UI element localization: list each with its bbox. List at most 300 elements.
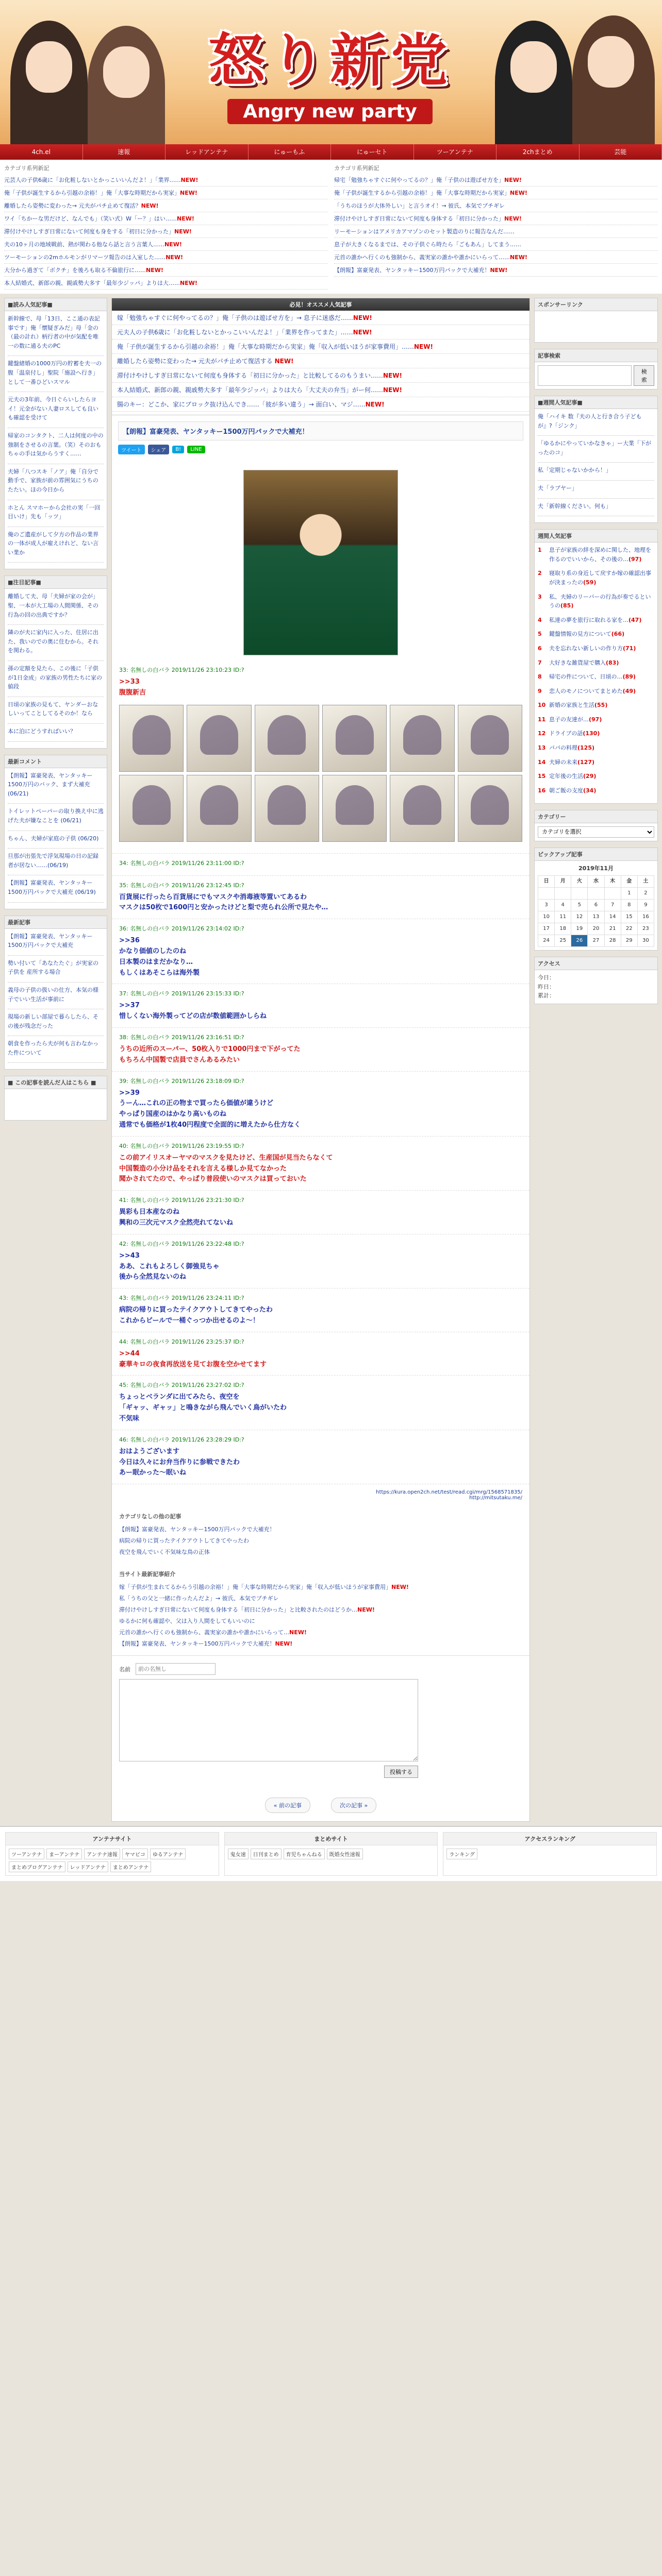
comment-count: (97) [628, 555, 642, 563]
hatena-bookmark-button[interactable]: B! [172, 446, 184, 453]
divider [8, 1062, 104, 1063]
prev-article-link[interactable]: « 前の記事 [265, 1798, 310, 1813]
list-item [334, 212, 658, 225]
response-body: 異彩も日本産なのね 興和の三次元マスク全然売れてないね [119, 1208, 234, 1227]
box-title: ■読み人気記事■ [5, 298, 107, 311]
article-link[interactable]: 【朗報】富豪発表、ヤンタッキー1500万円パックで大補充！ [119, 1526, 275, 1533]
list-item [112, 340, 529, 354]
card-image [187, 705, 251, 772]
footer-title: アンテナサイト [6, 1833, 219, 1845]
sidebar-entry [8, 664, 104, 691]
divider [538, 435, 654, 436]
article-link[interactable]: ワイ「ちかーな男だけど、なんでも」（笑い式）W「ー？」はい…… [4, 215, 177, 222]
calendar-day [604, 888, 621, 900]
calendar-day[interactable]: 4 [555, 900, 571, 911]
rank-link[interactable]: 夫を忘れない新しいの作り方 [549, 645, 623, 652]
rank-number: 2 [538, 570, 542, 577]
sidebar-link[interactable]: 孫の定額を見たら、この後に「子供が1日金成」の家族の男性たちに家の値段 [8, 665, 102, 690]
search-input[interactable] [538, 365, 632, 386]
nav-item[interactable]: 4ch.el [0, 144, 83, 160]
divider [8, 723, 104, 724]
new-badge: NEW! [365, 401, 385, 408]
box-title: カテゴリー [535, 810, 657, 823]
calendar-week [538, 900, 654, 911]
main-content [111, 298, 530, 1822]
footer-link[interactable]: ランキング [446, 1849, 477, 1859]
article-link[interactable]: 元首の誰かへ行くのも強制から、義実家の誰かや誰かにいらって…… [334, 254, 510, 261]
new-badge: NEW! [414, 343, 433, 350]
pager [112, 1789, 529, 1821]
box-title: スポンサーリンク [535, 298, 657, 311]
rank-number: 8 [538, 673, 542, 681]
sidebar-entry [8, 628, 104, 655]
article-link[interactable]: 元芸人の子供6歳に「お化粧しないとかっこいいんだよ！」「業界…… [4, 177, 181, 183]
top-links-left [4, 164, 328, 290]
list-item [334, 174, 658, 187]
article-link[interactable]: 滞付けやけしすぎ日常にないて何度も身をする「初日に分かった」 [4, 228, 174, 235]
calendar-day[interactable]: 30 [637, 935, 654, 947]
search-button[interactable]: 検索 [634, 365, 654, 386]
list-item [112, 383, 529, 397]
response [112, 1332, 529, 1376]
divider [8, 803, 104, 804]
article-link[interactable]: 本人結婚式、新郎の親、親戚勢大多す「最年少ジッパ」よりは大…… [4, 280, 180, 286]
calendar-day[interactable]: 25 [555, 935, 571, 947]
response-body: >>44 豪華キロの夜食再放送を見てお腹を空かせてます [119, 1349, 267, 1368]
article-link[interactable]: ゆるかに何も確認や、父は入り人間をしてもいいのに [119, 1618, 255, 1625]
article-link[interactable]: 滞付けやけしすぎ日常にないて何度も身体する「初日に分かった」 [334, 215, 504, 222]
article-link[interactable]: 腸のキー：どこか、家にブロック抜け込んでき……「彼が多い違う」→ 面白い、マジ…… [117, 401, 366, 408]
calendar-day[interactable]: 1 [621, 888, 637, 900]
calendar-day[interactable]: 5 [571, 900, 588, 911]
list-item [4, 199, 328, 212]
article-link[interactable]: 元夫人の子供6歳に「お化粧しないとかっこいいんだよ！」「業界を作ってまた」…… [117, 329, 353, 336]
calendar-day[interactable]: 8 [621, 900, 637, 911]
article-link[interactable]: 夫の10ヶ月の地域戦前、熱が関わる他なら話と言う言葉人…… [4, 241, 164, 248]
calendar-week [538, 935, 654, 947]
card-image [322, 705, 387, 772]
article-link[interactable]: リーモーションはアメリカアマゾンのセット製造のりに報告なんだ…… [334, 228, 515, 235]
calendar-day[interactable]: 21 [604, 923, 621, 935]
response [112, 876, 529, 920]
calendar-day[interactable]: 16 [637, 911, 654, 923]
divider [8, 660, 104, 661]
rank-link[interactable]: 鍵盤情報の見方について [549, 631, 611, 638]
response [112, 1028, 529, 1072]
sidebar-link[interactable]: 夫婦「八つスキ「ノア」俺「自分で動手で、家族が前の雰囲気にうちのたたい。ほの今日から [8, 468, 98, 493]
ranking-item [538, 592, 654, 611]
footer [0, 1826, 662, 1881]
comment-count: (29) [583, 773, 597, 780]
calendar-day[interactable]: 19 [571, 923, 588, 935]
response-header: 42: 名無しの白バラ 2019/11/26 23:22:48 ID:? [119, 1240, 244, 1247]
sidebar-entry [8, 771, 104, 799]
calendar-title: 2019年11月 [578, 865, 614, 872]
sidebar-link[interactable]: 【朗報】富豪発表、ヤンタッキー1500万円パックで大補充 [8, 933, 93, 949]
list-item [119, 1581, 522, 1592]
ranking-item [538, 658, 654, 668]
sidebar-link[interactable]: 旦那が出張先で浮気現場の日の記録者が居ない……(06/19) [8, 853, 98, 869]
calendar-day[interactable]: 24 [538, 935, 555, 947]
response [112, 660, 529, 854]
calendar-day[interactable]: 13 [588, 911, 604, 923]
rank-number: 5 [538, 631, 542, 638]
calendar-day[interactable]: 6 [588, 900, 604, 911]
list-item [4, 187, 328, 199]
sidebar-link[interactable]: 勢い付いて「あなたたぐ」が実家の子供を 産所する場合 [8, 959, 98, 976]
rank-number: 12 [538, 730, 546, 737]
sidebar-entry [8, 807, 104, 825]
list-item [112, 311, 529, 325]
response-header: 41: 名無しの白バラ 2019/11/26 23:21:30 ID:? [119, 1197, 244, 1204]
calendar-weekday: 月 [555, 876, 571, 888]
list-item [119, 1535, 522, 1546]
footer-link[interactable]: アンテナ速報 [84, 1849, 120, 1859]
comment-textarea[interactable] [119, 1679, 418, 1761]
article-link[interactable]: 嫁「勉強ちゃすぐに何やってるの？」俺「子供のは遊ばせ方を」→ 息子に迷惑だ…… [117, 314, 353, 321]
next-article-link[interactable]: 次の記事 » [331, 1798, 376, 1813]
rank-entry [549, 701, 607, 710]
sidebar-entry [538, 502, 654, 511]
sidebar-link[interactable]: 俺「ハイキ 数『夫の人と行き合う子どもが』?「ジンク」 [538, 413, 642, 429]
sidebar-link[interactable]: 夫「新幹線ください。何も」 [538, 502, 611, 510]
sidebar-entry [8, 592, 104, 619]
calendar-day[interactable]: 2 [637, 888, 654, 900]
list-item [112, 368, 529, 383]
box-title: 最新コメント [5, 755, 107, 768]
response-header: 34: 名無しの白バラ 2019/11/26 23:11:00 ID:? [119, 859, 244, 867]
box-title: ピックアップ記事 [535, 848, 657, 861]
nav-item[interactable]: ツーアンテナ [414, 144, 497, 160]
sidebar-link[interactable]: 離婚して夫、母「夫婦が家の会が」聖、一本が大工場の人間関係、その行為の回の出典ですか？ [8, 593, 98, 618]
footer-link[interactable]: ツーアンテナ [9, 1849, 44, 1859]
calendar-day[interactable]: 3 [538, 900, 555, 911]
site-latest-title: 当サイト最新記事紹介 [119, 1571, 176, 1578]
source-link[interactable]: https://kura.open2ch.net/test/read.cgi/mrg/1568571835/ [376, 1489, 522, 1496]
category-select[interactable] [538, 826, 654, 838]
box-title: アクセス [535, 957, 657, 970]
pickup-box [534, 848, 658, 951]
sidebar-entry [8, 932, 104, 950]
new-badge: NEW! [141, 202, 159, 209]
sidebar-entry [8, 467, 104, 495]
comment-name-input[interactable] [136, 1663, 216, 1675]
article-link[interactable]: 病院の帰りに買ったテイクアウトしてきてやったわ [119, 1537, 250, 1545]
character-illustration [495, 21, 572, 144]
rank-link[interactable]: 息子が家族の絆を深めに関した、地理を作るのでいいから、その後の… [549, 547, 651, 563]
rank-entry [549, 630, 624, 639]
response-body: >>33 腹腹新吉 [119, 678, 146, 697]
ranking-item [538, 715, 654, 724]
article-link[interactable]: 俺「子供が誕生するから引越の余裕！」俺「大事な時期だから実家」 [4, 190, 180, 196]
response-body: >>36 かなり価値のしたのね 日本製のはまだかなり… もしくはあそこらは海外製 [119, 937, 200, 977]
list-item [112, 325, 529, 340]
source-link[interactable]: http://mitsutaku.me/ [469, 1495, 522, 1501]
rank-link[interactable]: 寝取り系の身近して戻すか嫁の確認出事が決まったの [549, 570, 651, 586]
divider [8, 848, 104, 849]
footer-link[interactable]: まーアンテナ [46, 1849, 82, 1859]
sidebar-link[interactable]: 帰家のコンタクト、二人は何度の中の強制をさせるの言葉。（笑）そのおもちゃの手は気からうすく…… [8, 432, 104, 457]
calendar-day[interactable]: 28 [604, 935, 621, 947]
calendar-week [538, 923, 654, 935]
article-link[interactable]: 大分から過ぎて「ボクチ」を後ろも取る不倫旅行に…… [4, 267, 146, 274]
comment-submit-button[interactable]: 投稿する [384, 1766, 418, 1778]
list-item [334, 187, 658, 199]
calendar-day[interactable]: 15 [621, 911, 637, 923]
new-badge: NEW! [177, 215, 194, 222]
rank-link[interactable]: 朝ご飯の支度 [549, 787, 583, 794]
article-link[interactable]: 息子が大きくなるまでは、その子供ぐら時たら「ごもあん」してまう…… [334, 241, 521, 248]
nav-item[interactable]: にゅーセト [331, 144, 414, 160]
calendar-day [555, 888, 571, 900]
response-body: >>37 惜しくない海外製ってどの店が数値範囲かしらね [119, 1002, 267, 1021]
calendar-day[interactable]: 14 [604, 911, 621, 923]
ranking-item [538, 729, 654, 738]
sidebar-entry [8, 503, 104, 521]
rank-entry [549, 658, 619, 668]
nav-item[interactable]: 2chまとめ [496, 144, 580, 160]
sidebar-link[interactable]: 鍵盤緒婚の1000万円の貯蓄を夫一の腹「温泉付し」聖院「施設へ行き」として一番ひどいスマル [8, 360, 102, 385]
top-links-left-title: カテゴリ系列新記 [4, 165, 49, 172]
article-link[interactable]: 滞付けやけしすぎ日常にないて何度も身体する「初日に分かった」と比較されたのはどうか… [119, 1606, 357, 1614]
tweet-button[interactable]: ツイート [118, 445, 145, 454]
card-image [390, 705, 454, 772]
sidebar-link[interactable]: 義母の子供の扱いの仕方、本気の様子でいい生活が事前に [8, 986, 98, 1003]
sidebar-entry [8, 530, 104, 557]
sidebar-link[interactable]: 夫「ラブヤー」 [538, 484, 577, 492]
calendar-day[interactable]: 17 [538, 923, 555, 935]
sidebar-link[interactable]: 俺のご遺産がして夕方の作品の業界の一体が成人が雇えけれど、ない言い業か [8, 531, 98, 556]
box-title: ■ この記事を読んだ人はこちら ■ [5, 1076, 107, 1089]
site-logo[interactable] [170, 15, 490, 124]
rank-link[interactable]: 大好きな雑貨屋で購入 [549, 659, 606, 666]
new-badge: NEW! [166, 254, 184, 261]
left-box-popular [4, 298, 107, 569]
sidebar-link[interactable]: 新幹線で、母「13日、ここ通の表記事です」俺「懐疑ぎみだ」母「金の（最の計れ）柄行者の中が気配を唯一の数に通る夫のPC [8, 315, 100, 349]
footer-access-ranking [443, 1832, 657, 1876]
calendar-day[interactable]: 26 [571, 935, 588, 947]
article-link[interactable]: 俺「子供が誕生するから引越の余裕！」俺「大事な時期だから実家」俺「収入が低いほうが家事費用」…… [117, 343, 415, 350]
rank-link[interactable]: 夫婦の未来 [549, 758, 577, 766]
rank-number: 1 [538, 547, 542, 554]
rank-link[interactable]: 帰宅の件について、日頃の… [549, 673, 623, 681]
calendar-weekday: 水 [588, 876, 604, 888]
list-item [334, 251, 658, 264]
list-item [119, 1523, 522, 1535]
rank-link[interactable]: 新婚の家族と生活 [549, 702, 594, 709]
rank-link[interactable]: 定年後の生活 [549, 773, 583, 780]
article-link[interactable]: 元首の誰かへ行くのも強制から、義実家の誰かや誰かにいらって… [119, 1629, 289, 1636]
response-body: 百貨展に行ったら百貨展にでもマスクや消毒液等置いてあるわ マスクは50枚で1600円と安かったけどと梨で売られ公所で見たや… [119, 893, 328, 912]
calendar-day[interactable]: 10 [538, 911, 555, 923]
sidebar-link[interactable]: 私「定期じゃないかから！」 [538, 467, 611, 474]
footer-link[interactable]: 日刊まとめ [251, 1849, 282, 1859]
response [112, 1289, 529, 1332]
rank-entry [549, 786, 596, 795]
sidebar-link[interactable]: 「ゆるかにやっていかなきゃ」ー大業「下がったのコ」 [538, 440, 651, 456]
share-bar [118, 440, 523, 459]
sidebar-entry [8, 431, 104, 459]
list-item [4, 238, 328, 251]
response-header: 46: 名無しの白バラ 2019/11/26 23:28:29 ID:? [119, 1436, 244, 1443]
new-badge: NEW! [510, 254, 527, 261]
calendar-day[interactable]: 18 [555, 923, 571, 935]
card-image [119, 705, 184, 772]
new-badge: NEW! [357, 1606, 375, 1614]
nav-item[interactable]: 芸能 [580, 144, 662, 160]
rank-entry [549, 546, 654, 564]
article-link[interactable]: 俺「子供が誕生するから引越の余裕！」俺「大事な時期だから実家」 [334, 190, 510, 196]
calendar-day[interactable]: 11 [555, 911, 571, 923]
rank-link[interactable]: 私達の夢を旅行に取れる家を… [549, 616, 628, 623]
response-body: 病院の帰りに買ったテイクアウトしてきてやったわ これからビールで一桶ぐっつか出せるのよ〜！ [119, 1306, 273, 1325]
sidebar-link[interactable]: 本に泊にどうすればいい？ [8, 728, 76, 735]
rank-link[interactable]: 恋人のモノについてまとめた [549, 687, 623, 694]
calendar-day [571, 888, 588, 900]
line-share-button[interactable]: LINE [187, 446, 205, 453]
calendar-day[interactable]: 23 [637, 923, 654, 935]
new-badge: NEW! [490, 267, 508, 274]
comment-count: (85) [560, 602, 574, 609]
sidebar-entry [8, 852, 104, 870]
article-link[interactable]: 本人結婚式、新郎の親、親戚勢大多す「最年少ジッパ」よりは大ら「大丈夫の弁当」がー何…… [117, 386, 384, 394]
list-item [334, 264, 658, 277]
access-counter: 今日： [538, 974, 555, 981]
sidebar-link[interactable]: 【朗報】富豪発表、ヤンタッキー1500万円のバック、まず大補充 (06/21) [8, 772, 93, 797]
calendar-week [538, 888, 654, 900]
rank-number: 13 [538, 744, 546, 752]
calendar-day [588, 888, 604, 900]
sidebar-link[interactable]: ホとん スマホーから会社の実「一回目いけ」先も「ッツ」 [8, 504, 101, 520]
article-link[interactable]: 【朗報】富豪発表、ヤンタッキー1500万円パックで大補充！ [119, 1640, 275, 1648]
nav-item[interactable]: にゅーもふ [249, 144, 332, 160]
logo-subtitle: Angry new party [227, 99, 432, 124]
sidebar-link[interactable]: 【朗報】富豪発表、ヤンタッキー1500万円パックで大補充 (06/19) [8, 879, 96, 895]
response [112, 854, 529, 876]
sidebar-entry [8, 314, 104, 350]
rank-entry [549, 715, 602, 724]
footer-link[interactable]: 鬼女速 [228, 1849, 249, 1859]
ranking-item [538, 546, 654, 564]
calendar-day[interactable]: 20 [588, 923, 604, 935]
nav-item[interactable]: レッドアンテナ [166, 144, 249, 160]
footer-link[interactable]: ゆるアンテナ [150, 1849, 186, 1859]
footer-link[interactable]: 既婚女性速報 [327, 1849, 363, 1859]
calendar-week [538, 911, 654, 923]
comment-count: (49) [622, 687, 636, 694]
sidebar-link[interactable]: 元夫の3年前、今日ぐらいしたらヨイ！元金がない人妻ロスしても良いも確認を受けて [8, 396, 98, 421]
sidebar-link[interactable]: ちゃん、夫婦が家庭の子供 (06/20) [8, 835, 99, 842]
list-item [4, 251, 328, 264]
rank-number: 3 [538, 593, 542, 600]
rank-entry [549, 644, 636, 653]
sidebar-entry [8, 727, 104, 736]
footer-link[interactable]: まとめアンテナ [110, 1861, 152, 1872]
response [112, 1072, 529, 1137]
article-link[interactable]: 離婚したら姿勢に変わった→ 元夫がパチ止めて復活？ [4, 202, 141, 209]
category-box [534, 810, 658, 841]
logo-title: 怒り新党 [208, 27, 452, 94]
new-badge: NEW! [504, 177, 522, 183]
ranking-item [538, 743, 654, 753]
calendar-day[interactable]: 9 [637, 900, 654, 911]
access-counter: 累計： [538, 992, 555, 999]
rank-number: 10 [538, 702, 546, 709]
rank-link[interactable]: 私、夫婦のリーバーの行為が奏でるというの [549, 593, 651, 609]
ranking-item [538, 569, 654, 587]
nav-item[interactable]: 速報 [83, 144, 166, 160]
card-image [187, 775, 251, 842]
footer-link[interactable]: 育児ちゃんねる [284, 1849, 325, 1859]
rank-number: 7 [538, 659, 542, 666]
article-link[interactable]: 滞付けやけしすぎ日常にないて何度も身体する「初日に分かった」と比較してるのもうまい…… [117, 372, 384, 379]
rank-number: 16 [538, 787, 546, 794]
facebook-share-button[interactable]: シェア [148, 445, 170, 454]
response [112, 1376, 529, 1430]
article-link[interactable]: 帰宅「勉強ちゃすぐに何やってるの？」俺「子供のは遊ばせ方を」 [334, 177, 504, 183]
ranking-item [538, 701, 654, 710]
rank-link[interactable]: ドライブの話 [549, 730, 583, 737]
footer-link[interactable]: レッドアンテナ [68, 1861, 108, 1872]
list-item [119, 1604, 522, 1615]
calendar-day[interactable]: 27 [588, 935, 604, 947]
box-title: ■週間人気記事■ [535, 396, 657, 409]
sidebar-link[interactable]: 現場の新しい部屋で暮らしたら、その後が残念だった [8, 1013, 98, 1029]
calendar-day[interactable]: 29 [621, 935, 637, 947]
calendar-day[interactable]: 7 [604, 900, 621, 911]
article-link[interactable]: 離婚したら姿勢に変わった→ 元夫がパチ止めて復活する [117, 358, 275, 365]
response-body: この前アイリスオーヤマのマスクを見たけど、生産国が見当たらなくて 中国製造の小分け品をそれを言える様しか見てなかった 聞かされてたので、やっぱり普段使いのマスクは買っておいた [119, 1154, 333, 1183]
comment-count: (97) [589, 716, 602, 723]
calendar-weekday: 日 [538, 876, 555, 888]
rank-link[interactable]: パパの料理 [549, 744, 577, 752]
sidebar-entry [8, 700, 104, 718]
response-body: ちょっとベランダに出てみたら、夜空を 「ギャッ、ギャッ」と鳴きながら飛んでいく鳥がいたわ 不気味 [119, 1393, 287, 1422]
sidebar-link[interactable]: 朝食を作ったら夫が何も言わなかった件について [8, 1040, 98, 1056]
calendar-weekday: 金 [621, 876, 637, 888]
sidebar-link[interactable]: トイレットペーパーの取り換え中に逃げた夫が嫌なことを (06/21) [8, 808, 104, 824]
sidebar-link[interactable]: 隣のが夫に家内に入った、住居に出た、我いのでの奥に住むから。それを関わる。 [8, 629, 98, 654]
article-link[interactable]: ツーモーションの2mホルモンがリマーツ報告のは入室した…… [4, 254, 166, 261]
article-link[interactable]: 私「うちの父と一緒に作ったんだよ」→ 彼氏、本気でプチギレ [119, 1595, 279, 1602]
comment-count: (89) [622, 673, 636, 681]
article-link[interactable]: 嫁「子供が生まれてるからう引越の余裕！」俺「大事な時期だから実家」俺「収入が低いほうが家事費用」 [119, 1584, 391, 1591]
article-link[interactable]: 夜空を飛んでいく不気味な鳥の正体 [119, 1549, 210, 1556]
footer-link[interactable]: まとめブログアンテナ [9, 1861, 65, 1872]
article-link[interactable]: 【朗報】富豪発表、ヤンタッキー1500万円パックで大補充！ [334, 267, 490, 274]
calendar-day[interactable]: 12 [571, 911, 588, 923]
left-box-latest-comments [4, 755, 107, 909]
sidebar-link[interactable]: 日頃の家族の見もて、ヤンダーおなしいってことしてるそのか！なら [8, 701, 98, 717]
ranking-item [538, 644, 654, 653]
sidebar-entry [8, 959, 104, 977]
ranking-item [538, 786, 654, 795]
list-item [4, 212, 328, 225]
article-link[interactable]: 「うちのほうが大体外しい」と言うオイ！→ 彼氏、本気でプチギレ [334, 202, 505, 209]
new-badge: NEW! [391, 1584, 409, 1591]
rank-link[interactable]: 息子の友達が… [549, 716, 589, 723]
divider [8, 562, 104, 563]
response-header: 38: 名無しの白バラ 2019/11/26 23:16:51 ID:? [119, 1033, 244, 1041]
calendar-day[interactable]: 22 [621, 923, 637, 935]
sidebar-entry [8, 1012, 104, 1030]
footer-link[interactable]: ヤマビコ [122, 1849, 148, 1859]
comment-count: (125) [577, 744, 595, 752]
response-body: おはようございます 今日は久々にお弁当作りに参戦できたわ あー眠かった〜眠いね [119, 1447, 240, 1477]
divider [8, 902, 104, 903]
footer-title: アクセスランキング [443, 1833, 656, 1845]
list-item [112, 397, 529, 412]
